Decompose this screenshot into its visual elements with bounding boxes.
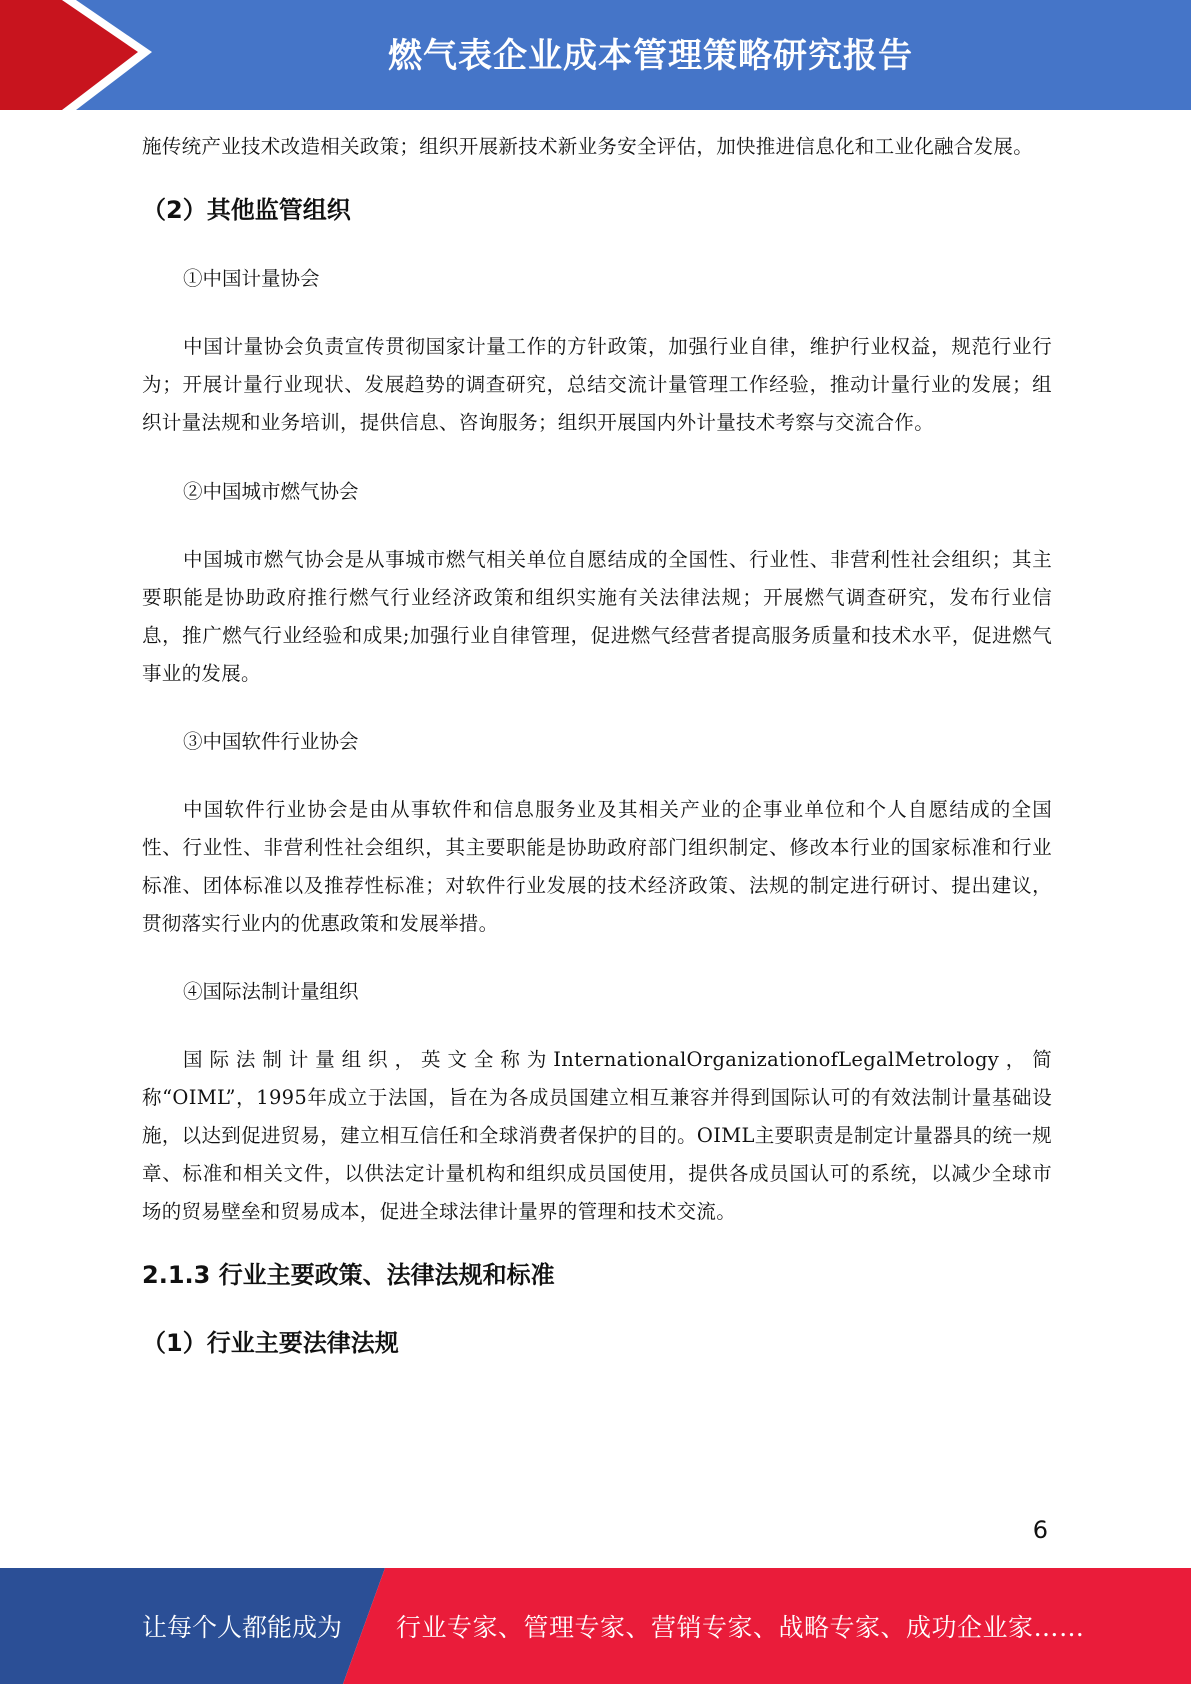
- paragraph-city-gas: 中国城市燃气协会是从事城市燃气相关单位自愿结成的全国性、行业性、非营利性社会组织；其主要职能是协助政府推行燃气行业经济政策和组织实施有关法律法规；开展燃气调查研究，发布行业信息，推广燃气行业经验和成果;加强行业自律管理，促进燃气经营者提高服务质量和技术水平，促进燃气事业的发展。: [142, 548, 1052, 685]
- page-number: 6: [1032, 1516, 1048, 1544]
- footer-slogan-left: 让每个人都能成为: [142, 1613, 343, 1642]
- paragraph-continued: 施传统产业技术改造相关政策；组织开展新技术新业务安全评估，加快推进信息化和工业化融合发展。: [142, 135, 1034, 158]
- page-header: [0, 0, 1191, 110]
- item-title-city-gas: ②中国城市燃气协会: [183, 480, 359, 503]
- subheading-laws: （1）行业主要法律法规: [142, 1329, 399, 1357]
- item-title-cma: ①中国计量协会: [183, 267, 320, 290]
- paragraph-oiml: 国际法制计量组织，英文全称为InternationalOrganizationofLegalMetrology，简称“OIML”，1995年成立于法国，旨在为各成员国建立相互兼容并得到国际认可的有效法制计量基础设施，以达到促进贸易，建立相互信任和全球消费者保护的目的。OIML主要职责是制定计量器具的统一规章、标准和相关文件，以供法定计量机构和组织成员国使用，提供各成员国认可的系统，以减少全球市场的贸易壁垒和贸易成本，促进全球法律计量界的管理和技术交流。: [142, 1048, 1052, 1223]
- footer-slogan-right: 行业专家、管理专家、营销专家、战略专家、成功企业家……: [396, 1613, 1085, 1642]
- page-footer: [0, 1568, 1191, 1684]
- subheading-other-regulators: （2）其他监管组织: [142, 196, 351, 224]
- item-title-software: ③中国软件行业协会: [183, 730, 359, 753]
- item-title-oiml: ④国际法制计量组织: [183, 980, 359, 1003]
- paragraph-cma: 中国计量协会负责宣传贯彻国家计量工作的方针政策，加强行业自律，维护行业权益，规范行业行为；开展计量行业现状、发展趋势的调查研究，总结交流计量管理工作经验，推动计量行业的发展；组织计量法规和业务培训，提供信息、咨询服务；组织开展国内外计量技术考察与交流合作。: [142, 335, 1052, 434]
- document-body: [142, 128, 1052, 1363]
- section-heading-2-1-3: 2.1.3 行业主要政策、法律法规和标准: [142, 1261, 555, 1289]
- report-title: 燃气表企业成本管理策略研究报告: [388, 35, 913, 76]
- paragraph-software: 中国软件行业协会是由从事软件和信息服务业及其相关产业的企事业单位和个人自愿结成的全国性、行业性、非营利性社会组织，其主要职能是协助政府部门组织制定、修改本行业的国家标准和行业标准、团体标准以及推荐性标准；对软件行业发展的技术经济政策、法规的制定进行研讨、提出建议，贯彻落实行业内的优惠政策和发展举措。: [142, 798, 1052, 935]
